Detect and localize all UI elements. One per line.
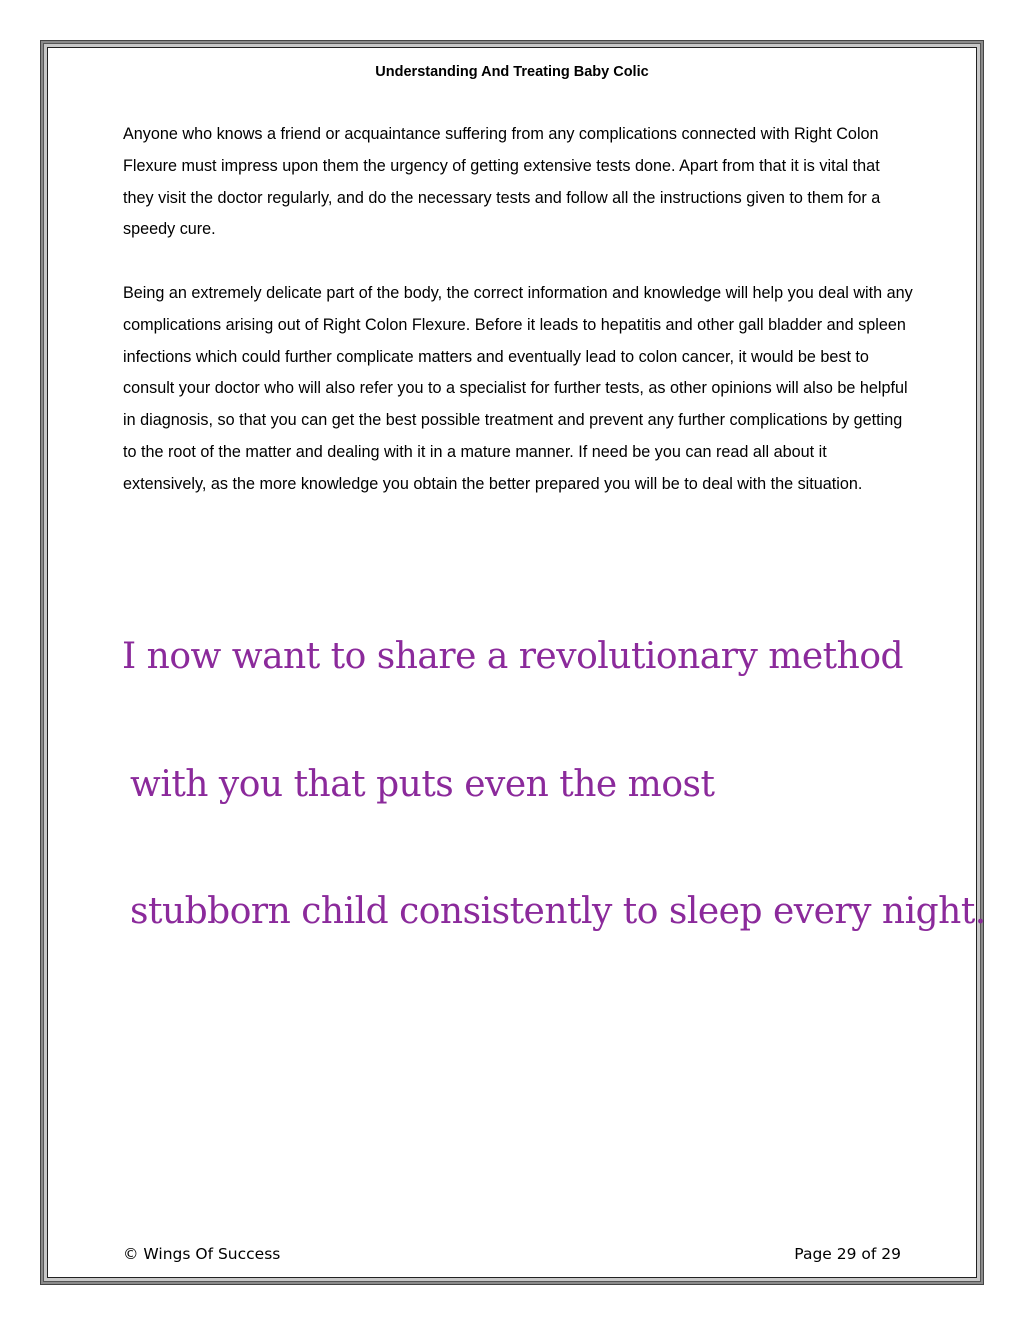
promo-line-1: I now want to share a revolutionary method: [122, 636, 904, 677]
document-page: [47, 47, 986, 1278]
promo-line-3: stubborn child consistently to sleep every night.: [130, 891, 986, 932]
page-frame-outer: [40, 40, 984, 1285]
running-header: Understanding And Treating Baby Colic: [375, 64, 649, 80]
body-paragraph-1: Anyone who knows a friend or acquaintance suffering from any complications connected with Right Colon Flexure must impress upon them the urgency of getting extensive tests done. Apart from that it is vital that they visit the doctor regularly, and do the necessary tests and follow all the instructions given to them for a speedy cure.: [123, 125, 881, 239]
body-paragraph-2: Being an extremely delicate part of the body, the correct information and knowledge will help you deal with any complications arising out of Right Colon Flexure. Before it leads to hepatitis and other gall bladder and spleen infections which could further complicate matters and eventually lead to colon cancer, it would be best to consult your doctor who will also refer you to a specialist for further tests, as other opinions will also be helpful in diagnosis, so that you can get the best possible treatment and prevent any further complications by getting to the root of the matter and dealing with it in a mature manner. If need be you can read all about it extensively, as the more knowledge you obtain the better prepared you will be to deal with the situation.: [123, 284, 913, 493]
footer-copyright: © Wings Of Success: [123, 1245, 281, 1263]
page-frame-inner: [43, 43, 986, 1282]
footer-page-number: Page 29 of 29: [794, 1245, 901, 1263]
promo-line-2: with you that puts even the most: [130, 764, 715, 805]
